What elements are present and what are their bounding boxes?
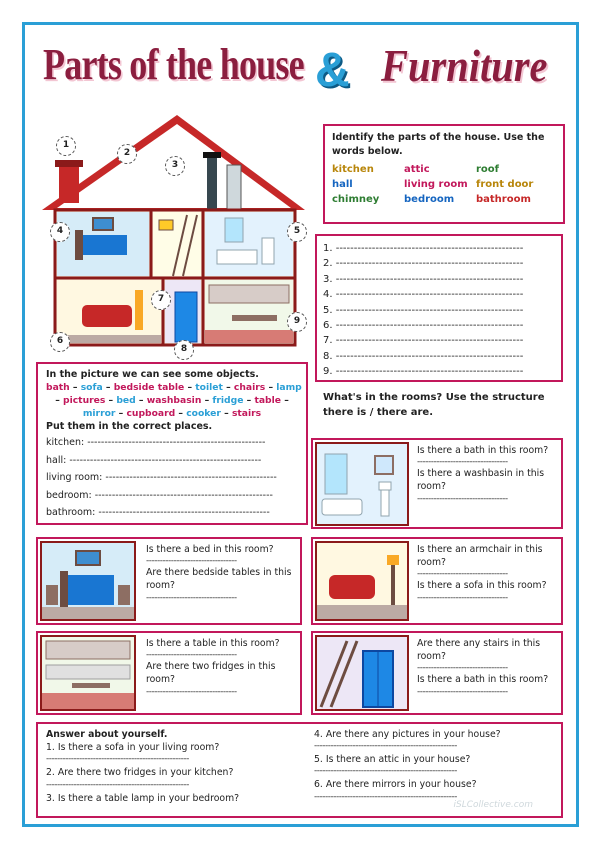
- identify-instruction-1: Identify the parts of the house. Use the: [332, 132, 545, 143]
- kitchen-question-1: Is there a table in this room?: [146, 638, 280, 649]
- objects-intro: In the picture we can see some objects.: [46, 369, 259, 380]
- bedroom-question-2: Are there bedside tables in this room?: [146, 567, 292, 592]
- places-list: [46, 434, 298, 522]
- word-bank-item: bedroom: [404, 193, 455, 205]
- title-furniture: Furniture: [381, 40, 548, 91]
- about-question-2: 2. Are there two fridges in your kitchen?: [46, 767, 234, 779]
- place-answer-line[interactable]: living room: --------------------------------------------------: [46, 472, 277, 484]
- object-word: –: [69, 381, 81, 393]
- callout-9: 9: [287, 312, 307, 332]
- callout-6: 6: [50, 332, 70, 352]
- callout-5: 5: [287, 222, 307, 242]
- bathroom-picture: [315, 442, 409, 526]
- answer-line[interactable]: ---------------------------------: [417, 592, 508, 603]
- object-word: pictures: [63, 394, 106, 406]
- object-word: sofa: [80, 381, 103, 393]
- about-question-3: 3. Is there a table lamp in your bedroom?: [46, 792, 240, 804]
- living-room-question-2: Is there a sofa in this room?: [417, 580, 547, 592]
- answer-line[interactable]: ---------------------------------: [146, 556, 237, 567]
- hall-drawing: [317, 637, 407, 709]
- answer-line[interactable]: ---------------------------------: [417, 457, 508, 468]
- objects-line-2: [46, 395, 298, 408]
- rooms-instruction-2: there is / there are.: [323, 406, 434, 418]
- word-bank-item: chimney: [332, 193, 380, 205]
- callout-1: 1: [56, 136, 76, 156]
- kitchen-drawing: [42, 637, 134, 709]
- hall-question-1: Are there any stairs in this room?: [417, 638, 541, 663]
- numbered-answer-line[interactable]: 6. ----------------------------------------------------: [323, 320, 524, 332]
- word-bank-item: kitchen: [332, 163, 374, 175]
- answer-line[interactable]: ---------------------------------: [146, 686, 237, 697]
- numbered-answers-box: [315, 234, 563, 382]
- object-word: –: [102, 381, 114, 393]
- object-word: toilet: [195, 381, 223, 393]
- identify-instruction-2: words below.: [332, 145, 403, 157]
- objects-line-1: [46, 381, 302, 395]
- watermark: iSLCollective.com: [453, 800, 533, 810]
- object-word: fridge: [212, 394, 244, 406]
- bedroom-drawing: [42, 543, 134, 619]
- object-word: –: [243, 394, 255, 406]
- room-card-bathroom: [311, 438, 563, 529]
- bedroom-question-1: Is there a bed in this room?: [146, 544, 274, 555]
- object-word: –: [222, 381, 234, 393]
- word-bank-item: front door: [476, 178, 534, 190]
- numbered-answer-line[interactable]: 5. ----------------------------------------------------: [323, 304, 524, 316]
- place-answer-line[interactable]: bathroom: --------------------------------------------------: [46, 507, 270, 519]
- numbered-answer-line[interactable]: 4. ----------------------------------------------------: [323, 289, 524, 301]
- object-word: –: [184, 381, 196, 393]
- room-card-living-room: [311, 537, 563, 625]
- put-instruction: Put them in the correct places.: [46, 421, 213, 433]
- numbered-lines: [323, 241, 555, 380]
- answer-line[interactable]: ---------------------------------: [146, 650, 237, 661]
- room-card-bedroom: [36, 537, 302, 625]
- answer-line[interactable]: ---------------------------------: [417, 663, 508, 674]
- place-answer-line[interactable]: hall: --------------------------------------------------------: [46, 454, 262, 466]
- word-bank-item: living room: [404, 178, 468, 190]
- word-bank-item: roof: [476, 163, 500, 175]
- kitchen-picture: [40, 635, 136, 711]
- objects-line-3: [46, 408, 298, 421]
- object-word: –: [201, 394, 213, 406]
- place-answer-line[interactable]: kitchen: ----------------------------------------------------: [46, 437, 266, 449]
- numbered-answer-line[interactable]: 1. ----------------------------------------------------: [323, 243, 524, 254]
- callout-3: 3: [165, 156, 185, 176]
- living-room-drawing: [317, 543, 407, 619]
- about-title: Answer about yourself.: [46, 729, 168, 740]
- answer-line[interactable]: ----------------------------------------------------: [46, 779, 189, 790]
- answer-line[interactable]: ----------------------------------------------------: [314, 766, 457, 777]
- callout-4: 4: [50, 222, 70, 242]
- answer-line[interactable]: ---------------------------------: [417, 493, 508, 504]
- answer-line[interactable]: ----------------------------------------------------: [314, 741, 457, 752]
- place-answer-line[interactable]: bedroom: ----------------------------------------------------: [46, 489, 273, 501]
- room-card-hall: [311, 631, 563, 715]
- object-word: –: [175, 407, 187, 419]
- object-word: washbasin: [146, 394, 202, 406]
- bathroom-question-1: Is there a bath in this room?: [417, 445, 549, 456]
- word-bank-item: bathroom: [476, 193, 531, 205]
- answer-line[interactable]: ---------------------------------: [417, 569, 508, 580]
- callout-7: 7: [151, 290, 171, 310]
- word-bank: [332, 164, 556, 205]
- numbered-answer-line[interactable]: 7. ----------------------------------------------------: [323, 335, 524, 347]
- bedroom-picture: [40, 541, 136, 621]
- kitchen-question-2: Are there two fridges in this room?: [146, 661, 276, 686]
- object-word: bedside table: [113, 381, 185, 393]
- object-word: –: [220, 407, 232, 419]
- callout-8: 8: [174, 340, 194, 360]
- title-ampersand: &: [315, 44, 350, 97]
- room-card-kitchen: [36, 631, 302, 715]
- hall-question-2: Is there a bath in this room?: [417, 674, 549, 686]
- object-word: cooker: [186, 407, 221, 419]
- about-question-6: 6. Are there mirrors in your house?: [314, 779, 477, 791]
- living-room-question-1: Is there an armchair in this room?: [417, 544, 543, 569]
- hall-picture: [315, 635, 409, 711]
- object-word: –: [55, 394, 63, 406]
- about-yourself-box: [36, 722, 563, 818]
- object-word: chairs: [233, 381, 266, 393]
- object-word: –: [105, 394, 117, 406]
- rooms-instruction-1: What's in the rooms? Use the structure: [323, 392, 545, 403]
- object-word: cupboard: [126, 407, 176, 419]
- numbered-answer-line[interactable]: 9. ----------------------------------------------------: [323, 366, 524, 378]
- rooms-instruction: [323, 391, 563, 420]
- worksheet: [22, 22, 579, 827]
- object-word: –: [135, 394, 147, 406]
- object-word: lamp: [276, 381, 302, 393]
- numbered-answer-line[interactable]: 3. ----------------------------------------------------: [323, 273, 524, 285]
- object-word: table: [254, 394, 281, 406]
- objects-box: [36, 362, 308, 525]
- living-room-picture: [315, 541, 409, 621]
- house-drawing: [37, 110, 307, 350]
- object-word: stairs: [231, 407, 262, 419]
- object-word: mirror: [82, 407, 116, 419]
- about-question-4: 4. Are there any pictures in your house?: [314, 729, 501, 740]
- answer-line[interactable]: ----------------------------------------------------: [46, 754, 189, 765]
- identify-box: [323, 124, 565, 224]
- answer-line[interactable]: ---------------------------------: [146, 592, 237, 603]
- word-bank-item: attic: [404, 163, 430, 175]
- about-question-1: 1. Is there a sofa in your living room?: [46, 742, 220, 754]
- word-bank-item: hall: [332, 178, 353, 190]
- object-word: –: [115, 407, 127, 419]
- callout-2: 2: [117, 144, 137, 164]
- bathroom-question-2: Is there a washbasin in this room?: [417, 468, 545, 493]
- object-word: –: [281, 394, 289, 406]
- numbered-answer-line[interactable]: 2. ----------------------------------------------------: [323, 258, 524, 270]
- numbered-answer-line[interactable]: 8. ----------------------------------------------------: [323, 350, 524, 362]
- bathroom-drawing: [317, 444, 407, 524]
- house-illustration: [37, 110, 307, 354]
- about-question-5: 5. Is there an attic in your house?: [314, 754, 471, 766]
- title-parts-of-house: Parts of the house: [43, 40, 304, 89]
- answer-line[interactable]: ----------------------------------------------------: [314, 791, 457, 802]
- object-word: bath: [46, 381, 70, 393]
- object-word: bed: [116, 394, 136, 406]
- answer-line[interactable]: ---------------------------------: [417, 686, 508, 697]
- object-word: –: [265, 381, 277, 393]
